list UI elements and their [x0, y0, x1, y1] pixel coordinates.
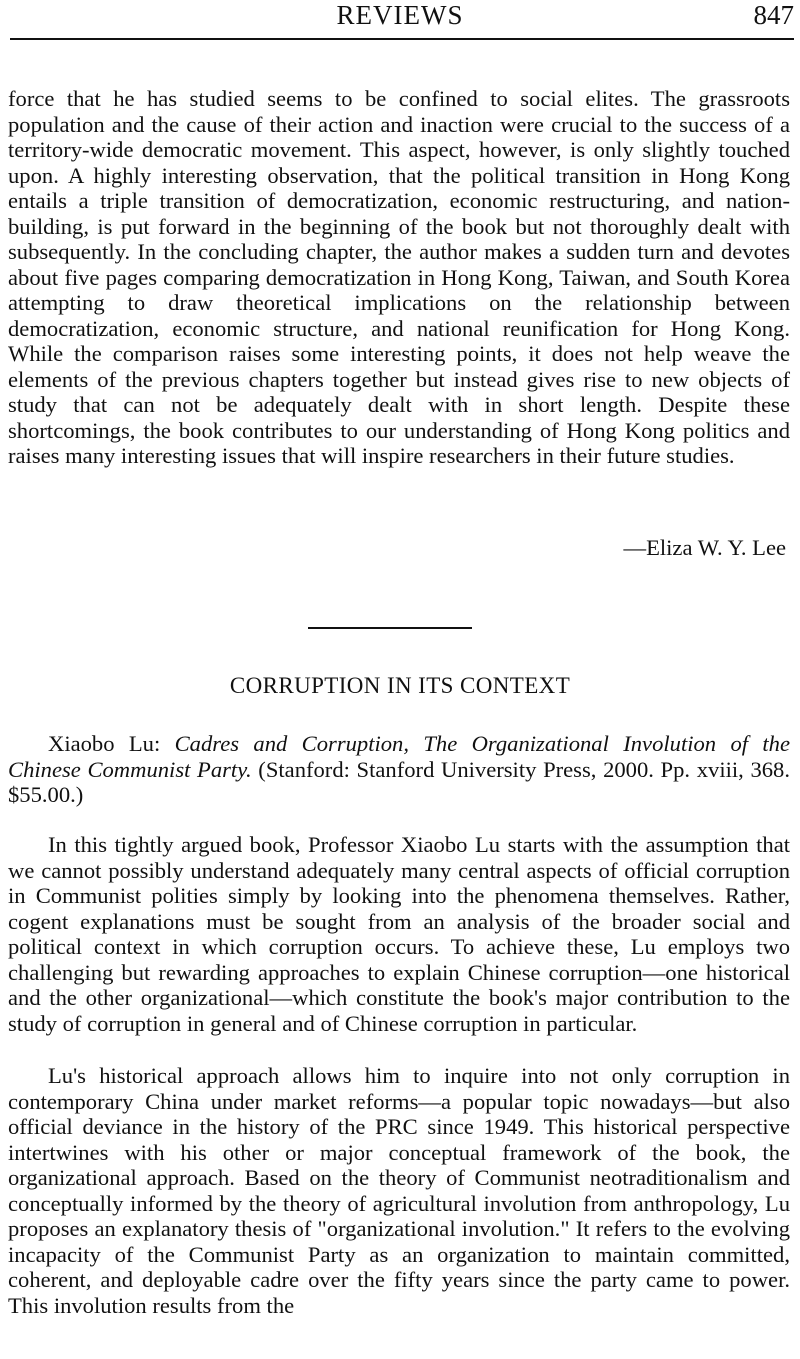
citation-book-title: Cadres and Corruption, The Organizational Involution of the Chinese Communist Party.	[8, 731, 790, 782]
reviewer-signature: —Eliza W. Y. Lee	[623, 535, 786, 560]
review-paragraph: Lu's historical approach allows him to inquire into not only corruption in contemporary China under market reforms—a popular topic nowadays—but also official deviance in the history of the PRC since 1949. This historical perspective intertwines with his other or major conceptual framework of the book, the organizational approach. Based on the theory of Communist neotraditionalism and conceptually informed by the theory of agricultural involution from anthropology, Lu proposes an explanatory thesis of "organizational involution." It refers to the evolving incapacity of the Communist Party as an organization to maintain committed, coherent, and deployable cadre over the fifty years since the party came to power. This involution results from the	[8, 1063, 790, 1318]
header-rule	[10, 38, 794, 40]
citation-publisher: (Stanford: Stanford University Press, 2000. Pp. xviii, 368. $55.00.)	[8, 756, 790, 807]
book-citation	[8, 731, 790, 808]
citation-author: Xiaobo Lu:	[48, 731, 175, 756]
running-head	[0, 0, 800, 44]
section-divider	[308, 627, 472, 629]
review-paragraph: In this tightly argued book, Professor Xiaobo Lu starts with the assumption that we cannot possibly understand adequately many central aspects of official corruption in Communist polities simply by looking into the phenomena themselves. Rather, cogent explanations must be sought from an analysis of the broader social and political context in which corruption occurs. To achieve these, Lu employs two challenging but rewarding approaches to explain Chinese corruption—one historical and the other organizational—which constitute the book's major contribution to the study of corruption in general and of Chinese corruption in particular.	[8, 832, 790, 1036]
review-paragraph: force that he has studied seems to be confined to social elites. The grassroots population and the cause of their action and inaction were crucial to the success of a territory-wide democratic movement. This aspect, however, is only slightly touched upon. A highly interesting observation, that the political transition in Hong Kong entails a triple transition of democratization, economic restructuring, and nation-building, is put forward in the beginning of the book but not thoroughly dealt with subsequently. In the concluding chapter, the author makes a sudden turn and devotes about five pages comparing democratization in Hong Kong, Taiwan, and South Korea attempting to draw theoretical implications on the relationship between democratization, economic structure, and national reunification for Hong Kong. While the comparison raises some interesting points, it does not help weave the elements of the previous chapters together but instead gives rise to new objects of study that can not be adequately dealt with in short length. Despite these shortcomings, the book contributes to our understanding of Hong Kong politics and raises many interesting issues that will inspire researchers in their future studies.	[8, 86, 790, 468]
running-head-title: REVIEWS	[336, 0, 464, 30]
section-title: CORRUPTION IN ITS CONTEXT	[229, 673, 571, 698]
page-number: 847	[753, 0, 794, 30]
